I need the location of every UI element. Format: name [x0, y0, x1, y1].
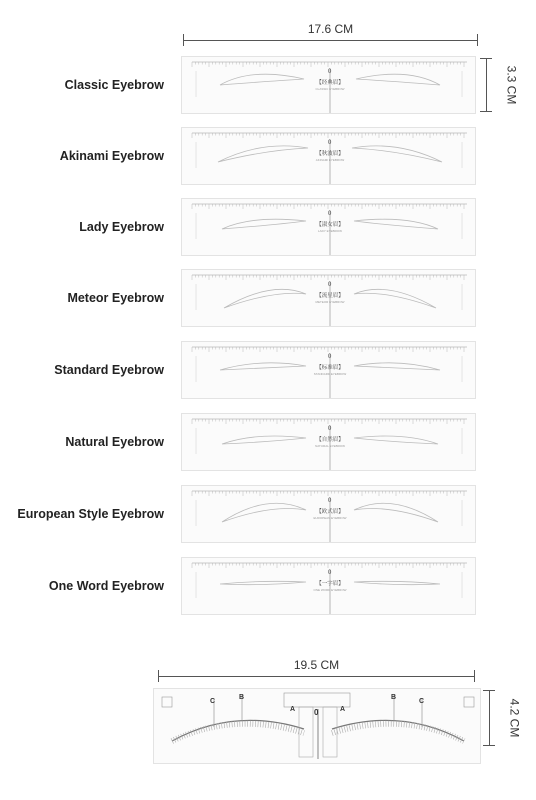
corner-box-right — [464, 697, 474, 707]
right-eyebrow-outline — [354, 581, 440, 584]
ruler-drawing — [154, 689, 482, 765]
stencil-subtitle: EUROPEAN EYEBROW — [313, 516, 347, 520]
ruler-width-label: 19.5 CM — [293, 658, 340, 672]
stencil-label: Akinami Eyebrow — [59, 149, 164, 163]
stencil-drawing — [182, 128, 477, 186]
right-eyebrow-outline — [354, 363, 440, 370]
mark-left-c: C — [210, 698, 216, 705]
stencil-zero: 0 — [328, 211, 332, 217]
dimension-line — [183, 40, 478, 41]
right-eyebrow-outline — [354, 503, 438, 522]
stencil-zero: 0 — [328, 140, 332, 146]
stencil-tag: 【经典眉】 — [316, 80, 344, 86]
stencil-subtitle: CLASSIC EYEBROW — [315, 87, 345, 91]
mark-right-c: C — [419, 698, 425, 705]
left-eyebrow-outline — [220, 363, 306, 370]
stencil-subtitle: METEOR EYEBROW — [315, 300, 345, 304]
height-dimension-side — [486, 58, 519, 112]
left-arc — [172, 720, 304, 741]
left-eyebrow-outline — [222, 219, 306, 229]
dimension-line — [158, 676, 475, 677]
stencil-drawing — [182, 414, 477, 472]
ruler-height-label: 4.2 CM — [507, 698, 522, 738]
stencil-tag: 【秋波眉】 — [316, 151, 344, 157]
left-eyebrow-outline — [220, 74, 304, 85]
ruler-height-dimension — [489, 690, 522, 746]
stencil-label: Lady Eyebrow — [79, 220, 164, 234]
stencil-drawing — [182, 558, 477, 616]
mark-left-b: B — [239, 694, 245, 701]
eyebrow-stencil — [181, 127, 476, 185]
stencil-label: One Word Eyebrow — [48, 579, 164, 593]
stencil-drawing — [182, 486, 477, 544]
mark-left-a: A — [290, 706, 296, 713]
stencil-tag: 【标准眉】 — [316, 365, 344, 371]
stencil-subtitle: NATURAL EYEBROW — [315, 444, 345, 448]
stencil-subtitle: AKINAMI EYEBROW — [315, 158, 345, 162]
dimension-tick-top — [483, 690, 495, 691]
eyebrow-stencil — [181, 557, 476, 615]
stencil-tag: 【自然眉】 — [316, 437, 344, 443]
stencil-label: Meteor Eyebrow — [67, 291, 164, 305]
top-bracket — [284, 693, 350, 707]
stencil-drawing — [182, 57, 477, 115]
stencil-subtitle: LADY EYEBROW — [318, 229, 342, 233]
stencil-label: European Style Eyebrow — [17, 507, 164, 521]
eyebrow-stencil — [181, 485, 476, 543]
dimension-line — [489, 690, 490, 746]
right-eyebrow-outline — [356, 74, 440, 85]
right-arc — [332, 720, 464, 741]
corner-box-left — [162, 697, 172, 707]
left-eyebrow-outline — [220, 581, 306, 584]
eyebrow-stencil — [181, 341, 476, 399]
width-dimension-label: 17.6 CM — [307, 22, 354, 36]
stencil-zero: 0 — [328, 282, 332, 288]
right-eyebrow-outline — [354, 436, 438, 444]
dimension-tick-bottom — [483, 745, 495, 746]
mark-right-b: B — [391, 694, 397, 701]
dimension-line — [486, 58, 487, 112]
stencil-subtitle: STANDARD EYEBROW — [313, 372, 347, 376]
stencil-zero: 0 — [328, 498, 332, 504]
stencil-drawing — [182, 270, 477, 328]
stencil-zero: 0 — [328, 570, 332, 576]
height-dimension-label: 3.3 CM — [504, 65, 519, 105]
right-eyebrow-outline — [354, 219, 438, 229]
width-dimension-bottom — [158, 658, 475, 686]
eyebrow-mapping-ruler — [153, 688, 481, 764]
left-eyebrow-outline — [222, 436, 306, 444]
left-eyebrow-outline — [224, 289, 306, 308]
width-dimension-top — [183, 22, 478, 50]
right-eyebrow-outline — [354, 289, 436, 308]
eyebrow-stencil — [181, 198, 476, 256]
stencil-label: Classic Eyebrow — [64, 78, 164, 92]
ruler-zero: 0 — [314, 708, 319, 717]
stencil-zero: 0 — [328, 354, 332, 360]
dimension-tick-top — [480, 58, 492, 59]
mark-right-a: A — [340, 706, 346, 713]
left-arc-ticks — [172, 724, 304, 741]
stencil-tag: 【一字眉】 — [316, 581, 344, 587]
eyebrow-stencil — [181, 56, 476, 114]
stencil-subtitle: ONE WORD EYEBROW — [313, 588, 347, 592]
left-eyebrow-outline — [222, 503, 306, 522]
stencil-tag: 【淑女眉】 — [316, 222, 344, 228]
stencil-drawing — [182, 199, 477, 257]
stencil-label: Standard Eyebrow — [54, 363, 164, 377]
stencil-zero: 0 — [328, 426, 332, 432]
right-eyebrow-outline — [352, 146, 442, 162]
stencil-zero: 0 — [328, 69, 332, 75]
center-left-scale — [299, 707, 313, 757]
left-eyebrow-outline — [218, 146, 308, 162]
eyebrow-stencil — [181, 269, 476, 327]
stencil-label: Natural Eyebrow — [65, 435, 164, 449]
stencil-tag: 【欧式眉】 — [316, 509, 344, 515]
right-arc-ticks — [332, 724, 464, 741]
stencil-tag: 【流星眉】 — [316, 293, 344, 299]
eyebrow-stencil — [181, 413, 476, 471]
stencil-drawing — [182, 342, 477, 400]
dimension-tick-bottom — [480, 111, 492, 112]
